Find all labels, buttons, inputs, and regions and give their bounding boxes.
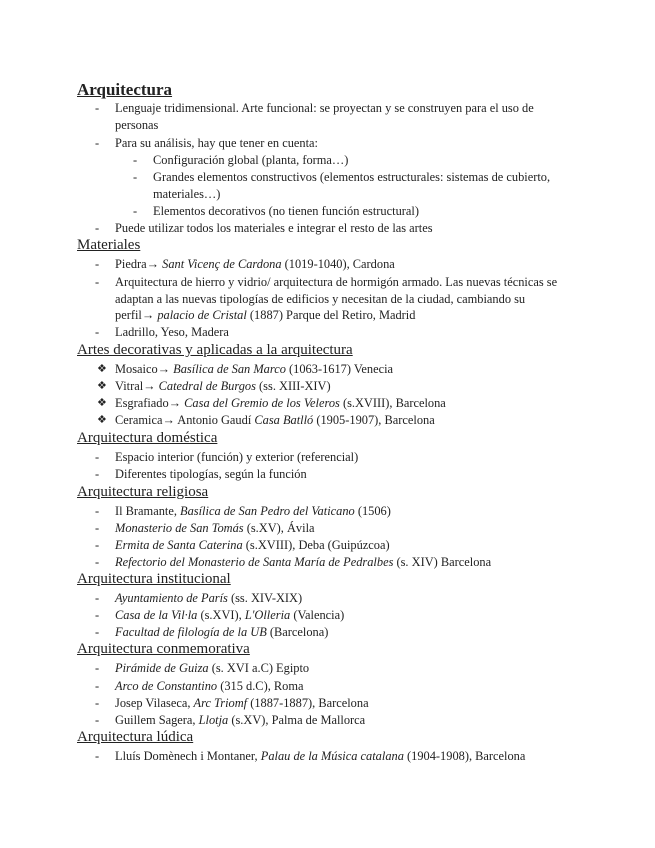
- italic-text: Basílica de San Pedro del Vaticano: [180, 504, 355, 518]
- dash-bullet: -: [95, 504, 100, 518]
- text-run: (1063-1617) Venecia: [285, 362, 394, 376]
- list-item: [115, 660, 309, 676]
- text-run: (1019-1040), Cardona: [281, 257, 395, 271]
- text-run: Configuración global (planta, forma…): [153, 153, 349, 167]
- list-item: [115, 449, 358, 465]
- dash-bullet: -: [133, 153, 138, 167]
- dash-bullet: -: [95, 679, 100, 693]
- list-item: [115, 537, 390, 553]
- text-run: Elementos decorativos (no tienen función estructural): [153, 204, 419, 218]
- text-run: Esgrafiado→: [115, 396, 185, 410]
- section-heading: [77, 483, 208, 501]
- text-run: (s.XVIII), Barcelona: [339, 396, 446, 410]
- list-item: [115, 256, 395, 272]
- text-run: (1887) Parque del Retiro, Madrid: [246, 308, 416, 322]
- text-run: Vitral→: [115, 379, 159, 393]
- dash-bullet: -: [133, 204, 138, 218]
- text-run: Arquitectura doméstica: [77, 430, 218, 446]
- dash-bullet: -: [95, 696, 100, 710]
- text-run: adaptan a las nuevas tipologías de edificios y necesitan de la ciudad, cambiando su: [115, 292, 526, 306]
- text-run: Grandes elementos constructivos (elementos estructurales: sistemas de cubierto,: [153, 170, 551, 184]
- text-run: (s.XVI),: [197, 608, 245, 622]
- italic-text: Arco de Constantino: [115, 679, 218, 693]
- italic-text: Casa Batlló: [254, 413, 314, 427]
- list-item: [115, 412, 435, 428]
- text-run: (s.XV), Ávila: [243, 521, 315, 535]
- text-run: Arquitectura de hierro y vidrio/ arquitectura de hormigón armado. Las nuevas técnicas se: [115, 275, 558, 289]
- text-run: Arquitectura: [77, 80, 173, 99]
- diamond-bullet-icon: ❖: [97, 380, 107, 392]
- text-run: Puede utilizar todos los materiales e integrar el resto de las artes: [115, 221, 433, 235]
- dash-bullet: -: [95, 521, 100, 535]
- list-item: [115, 520, 315, 536]
- diamond-bullet-icon: ❖: [97, 397, 107, 409]
- list-item: [115, 135, 318, 151]
- italic-text: Llotja: [198, 713, 229, 727]
- dash-bullet: -: [95, 591, 100, 605]
- list-item: [115, 554, 491, 570]
- section-heading: [77, 341, 353, 359]
- diamond-bullet-icon: ❖: [97, 414, 107, 426]
- list-item: [115, 378, 331, 394]
- text-run: Diferentes tipologías, según la función: [115, 467, 307, 481]
- list-item: [115, 395, 446, 411]
- italic-text: Casa del Gremio de los Veleros: [184, 396, 340, 410]
- text-run: Espacio interior (función) y exterior (referencial): [115, 450, 359, 464]
- text-run: (ss. XIV-XIX): [227, 591, 303, 605]
- list-item: [153, 203, 419, 219]
- list-item-continuation: [115, 291, 525, 307]
- dash-bullet: -: [95, 221, 100, 235]
- dash-bullet: -: [95, 555, 100, 569]
- list-item: [115, 274, 557, 290]
- italic-text: Catedral de Burgos: [158, 379, 256, 393]
- text-run: (ss. XIII-XIV): [255, 379, 331, 393]
- text-run: Mosaico→: [115, 362, 174, 376]
- text-run: Arquitectura lúdica: [77, 729, 194, 745]
- italic-text: Pirámide de Guiza: [115, 661, 209, 675]
- dash-bullet: -: [95, 713, 100, 727]
- dash-bullet: -: [95, 450, 100, 464]
- dash-bullet: -: [95, 136, 100, 150]
- text-run: (Barcelona): [266, 625, 329, 639]
- italic-text: Facultad de filología de la UB: [115, 625, 267, 639]
- text-run: (1905-1907), Barcelona: [313, 413, 435, 427]
- dash-bullet: -: [95, 257, 100, 271]
- text-run: (1887-1887), Barcelona: [247, 696, 369, 710]
- text-run: Guillem Sagera,: [115, 713, 199, 727]
- text-run: (1904-1908), Barcelona: [403, 749, 526, 763]
- text-run: (Valencia): [290, 608, 345, 622]
- list-item: [115, 220, 433, 236]
- text-run: materiales…): [153, 187, 221, 201]
- text-run: Materiales: [77, 237, 141, 253]
- section-heading: [77, 640, 250, 658]
- list-item: [115, 678, 304, 694]
- text-run: (s. XIV) Barcelona: [393, 555, 492, 569]
- dash-bullet: -: [95, 275, 100, 289]
- dash-bullet: -: [95, 749, 100, 763]
- list-item: [115, 695, 369, 711]
- diamond-bullet-icon: ❖: [97, 363, 107, 375]
- text-run: Para su análisis, hay que tener en cuenta:: [115, 136, 318, 150]
- dash-bullet: -: [95, 101, 100, 115]
- text-run: Lluís Domènech i Montaner,: [115, 749, 261, 763]
- section-heading: [77, 570, 231, 588]
- list-item-continuation: [115, 117, 158, 133]
- list-item: [153, 152, 348, 168]
- list-item-continuation: [115, 307, 415, 323]
- italic-text: Palau de la Música catalana: [260, 749, 404, 763]
- italic-text: Sant Vicenç de Cardona: [162, 257, 282, 271]
- dash-bullet: -: [133, 170, 138, 184]
- text-run: Arquitectura conmemorativa: [77, 641, 250, 657]
- text-run: (s.XV), Palma de Mallorca: [228, 713, 366, 727]
- list-item: [153, 169, 550, 185]
- dash-bullet: -: [95, 608, 100, 622]
- list-item-continuation: [153, 186, 220, 202]
- italic-text: palacio de Cristal: [157, 308, 247, 322]
- italic-text: Refectorio del Monasterio de Santa María de Pedralbes: [115, 555, 394, 569]
- list-item: [115, 712, 365, 728]
- italic-text: Ayuntamiento de París: [115, 591, 228, 605]
- italic-text: Monasterio de San Tomás: [115, 521, 244, 535]
- text-run: (1506): [354, 504, 391, 518]
- text-run: Arquitectura institucional: [77, 571, 231, 587]
- list-item: [115, 503, 391, 519]
- text-run: Ladrillo, Yeso, Madera: [115, 325, 229, 339]
- text-run: (315 d.C), Roma: [217, 679, 304, 693]
- list-item: [115, 607, 344, 623]
- text-run: (s. XVI a.C) Egipto: [208, 661, 310, 675]
- text-run: Arquitectura religiosa: [77, 484, 209, 500]
- italic-text: L'Olleria: [244, 608, 291, 622]
- italic-text: Ermita de Santa Caterina: [115, 538, 243, 552]
- list-item: [115, 100, 534, 116]
- text-run: (s.XVIII), Deba (Guipúzcoa): [242, 538, 390, 552]
- list-item: [115, 466, 307, 482]
- text-run: personas: [115, 118, 159, 132]
- list-item: [115, 590, 302, 606]
- text-run: Il Bramante,: [115, 504, 181, 518]
- italic-text: Casa de la Vil·la: [115, 608, 198, 622]
- text-run: Artes decorativas y aplicadas a la arquitectura: [77, 342, 353, 358]
- list-item: [115, 324, 229, 340]
- text-run: Lenguaje tridimensional. Arte funcional: se proyectan y se construyen para el uso de: [115, 101, 534, 115]
- page-title: [77, 80, 172, 100]
- italic-text: Arc Triomf: [193, 696, 248, 710]
- dash-bullet: -: [95, 661, 100, 675]
- list-item: [115, 748, 525, 764]
- section-heading: [77, 728, 193, 746]
- list-item: [115, 361, 393, 377]
- dash-bullet: -: [95, 538, 100, 552]
- section-heading: [77, 429, 217, 447]
- list-item: [115, 624, 328, 640]
- text-run: Ceramica→ Antonio Gaudí: [115, 413, 255, 427]
- text-run: Josep Vilaseca,: [115, 696, 194, 710]
- dash-bullet: -: [95, 325, 100, 339]
- text-run: Piedra→: [115, 257, 163, 271]
- text-run: perfil→: [115, 308, 158, 322]
- italic-text: Basílica de San Marco: [173, 362, 286, 376]
- dash-bullet: -: [95, 467, 100, 481]
- section-heading: [77, 236, 140, 254]
- dash-bullet: -: [95, 625, 100, 639]
